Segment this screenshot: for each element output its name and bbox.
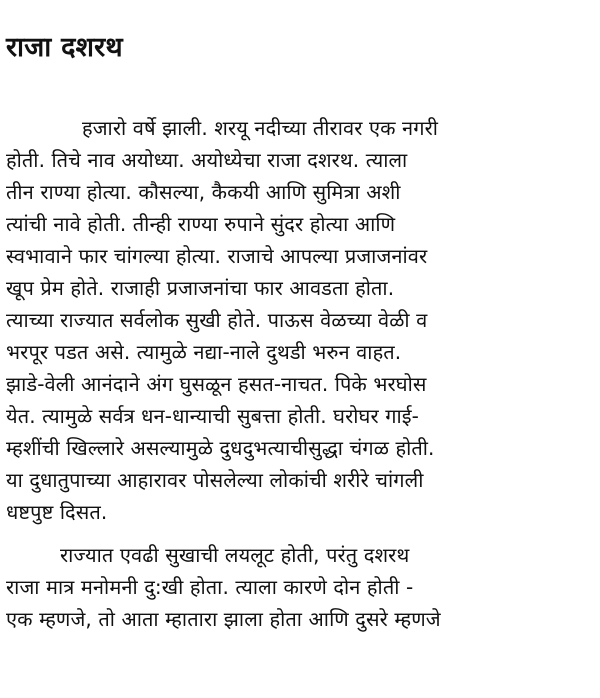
paragraph-1-line-7: त्याच्या राज्यात सर्वलोक सुखी होते. पाऊस वेळच्या वेळी व (6, 308, 428, 332)
paragraph-2-line-1: राज्यात एवढी सुखाची लयलूट होती, परंतु दशरथ (60, 543, 410, 567)
paragraph-1-line-5: स्वभावाने फार चांगल्या होत्या. राजाचे आपल्या प्रजाजनांवर (6, 244, 428, 268)
paragraph-1-line-10: येत. त्यामुळे सर्वत्र धन-धान्याची सुबत्ता होती. घरोघर गाई- (6, 404, 419, 428)
paragraph-1-line-6: खूप प्रेम होते. राजाही प्रजाजनांचा फार आवडता होता. (6, 276, 395, 300)
paragraph-1-line-4: त्यांची नावे होती. तीन्ही राण्या रुपाने सुंदर होत्या आणि (6, 212, 396, 236)
page-title: राजा दशरथ (6, 32, 123, 63)
paragraph-1-line-2: होती. तिचे नाव अयोध्या. अयोध्येचा राजा दशरथ. त्याला (6, 148, 408, 172)
paragraph-1-line-9: झाडे-वेली आनंदाने अंग घुसळून हसत-नाचत. पिके भरघोस (6, 372, 427, 396)
paragraph-2-line-3: एक म्हणजे, तो आता म्हातारा झाला होता आणि दुसरे म्हणजे (6, 607, 441, 631)
paragraph-1-line-13: धष्टपुष्ट दिसत. (6, 500, 108, 524)
paragraph-1-line-11: म्हशींची खिल्लारे असल्यामुळे दुधदुभत्याचीसुद्धा चंगळ होती. (6, 436, 435, 460)
paragraph-1-line-12: या दुधातुपाच्या आहारावर पोसलेल्या लोकांची शरीरे चांगली (6, 468, 424, 492)
paragraph-1-line-1: हजारो वर्षे झाली. शरयू नदीच्या तीरावर एक नगरी (82, 116, 439, 140)
paragraph-1-line-8: भरपूर पडत असे. त्यामुळे नद्या-नाले दुथडी भरुन वाहत. (6, 340, 402, 364)
paragraph-1-line-3: तीन राण्या होत्या. कौसल्या, कैकयी आणि सुमित्रा अशी (6, 180, 401, 204)
paragraph-2-line-2: राजा मात्र मनोमनी दु:खी होता. त्याला कारणे दोन होती - (6, 575, 414, 599)
